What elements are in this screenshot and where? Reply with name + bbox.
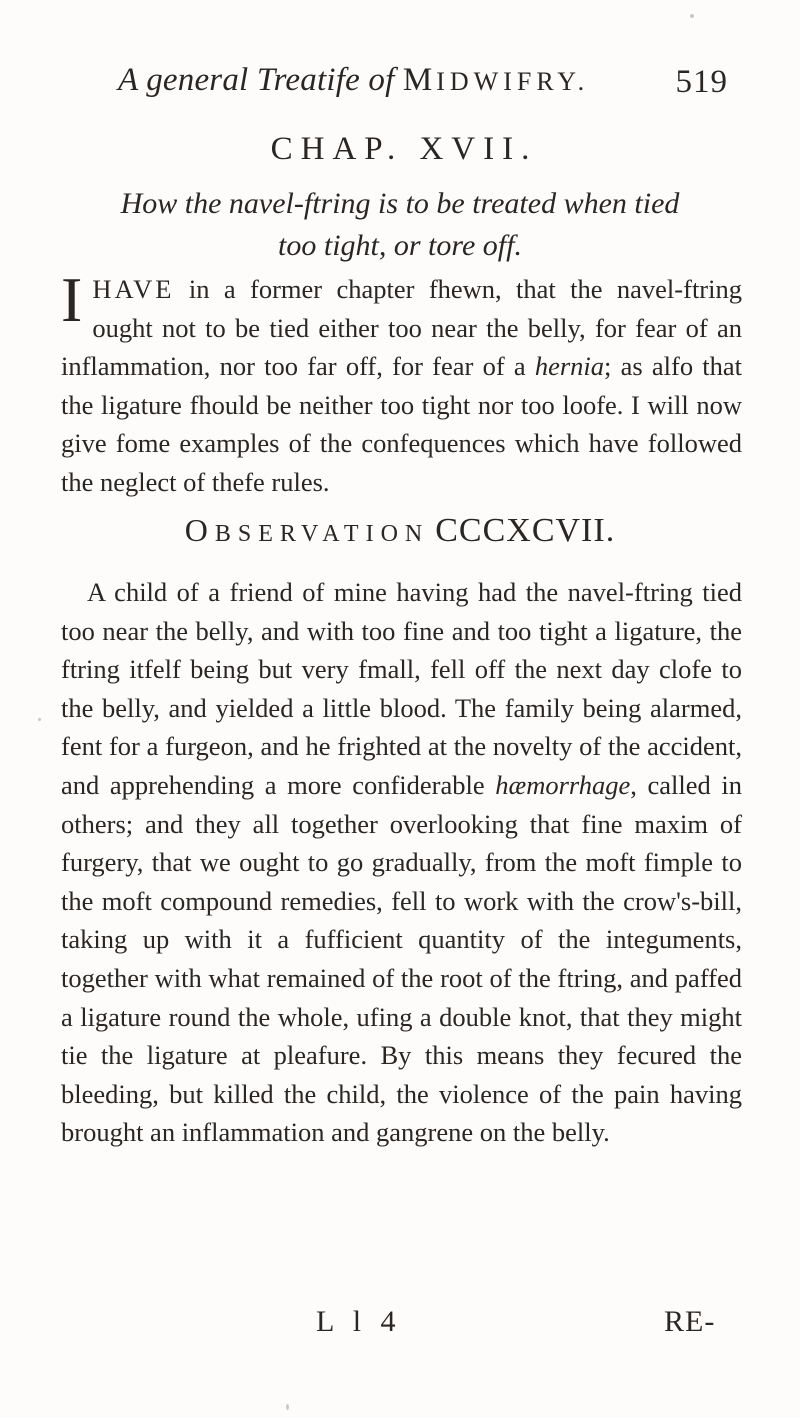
signature-mark: L l 4 [316, 1305, 402, 1338]
catchword: RE- [664, 1305, 716, 1338]
chapter-title-line-1: How the navel-ftring is to be treated when tied [120, 187, 680, 220]
paragraph-lead-word: HAVE [92, 274, 175, 304]
paragraph-observation [61, 573, 742, 1152]
italic-term-hernia: hernia [534, 351, 605, 382]
paragraph-intro-text: in a former chapter fhewn, that the navel-ftring ought not to be tied either too near the belly, for fear of an inflammation, nor too far off, for fear of a [61, 274, 742, 382]
running-head-of: of [359, 62, 403, 98]
paragraph-observation-text-end: , called in others; and they all together overlooking that fine maxim of furgery, that we ought to go gradually, from the moft fimple to the moft compound remedies, fell to work with the crow's-bill, taking up with it a fufficient quantity of the integuments, together with what remained of the root of the ftring, and paffed a ligature round the whole, ufing a double knot, that they might tie the ligature at pleafure. By this means they fecured the bleeding, but killed the child, the violence of the pain having brought an inflammation and gangrene on the belly. [61, 769, 743, 1148]
chapter-heading: CHAP. XVII. [270, 131, 538, 167]
paragraph-intro [61, 264, 743, 502]
running-head-word-first: M [402, 62, 437, 98]
paper-speck [38, 718, 41, 721]
running-head-title [118, 62, 589, 99]
observation-word: BSERVATION [214, 521, 430, 547]
running-head-title-italic: A general Treatife [118, 62, 360, 98]
page-number: 519 [675, 64, 728, 100]
paper-speck [690, 14, 694, 18]
observation-first-letter: O [184, 512, 215, 548]
observation-heading [0, 512, 800, 550]
chapter-title [0, 183, 800, 267]
paragraph-observation-text: A child of a friend of mine having had the navel-ftring tied too near the belly, and with too fine and too tight a ligature, the ftring itfelf being but very fmall, fell off the next day clofe to the belly, and yielded a little blood. The family being alarmed, fent for a furgeon, and he frighted at the novelty of the accident, and apprehending a more confiderable [61, 577, 742, 800]
observation-number: CCCXCVII. [435, 512, 616, 549]
running-head-word-rest: IDWIFRY. [436, 67, 590, 96]
paper-speck [286, 1404, 289, 1410]
running-head [118, 58, 728, 118]
italic-term-haemorrhage: hæmorrhage [495, 769, 631, 800]
chapter-title-line-2: too tight, or tore off. [278, 229, 522, 262]
paragraph-intro-text-end: ; as alfo that the ligature fhould be neither too tight nor too loofe. I will now give fome examples of the confequences which have followed the neglect of thefe rules. [61, 351, 743, 497]
drop-cap: I [61, 264, 83, 335]
